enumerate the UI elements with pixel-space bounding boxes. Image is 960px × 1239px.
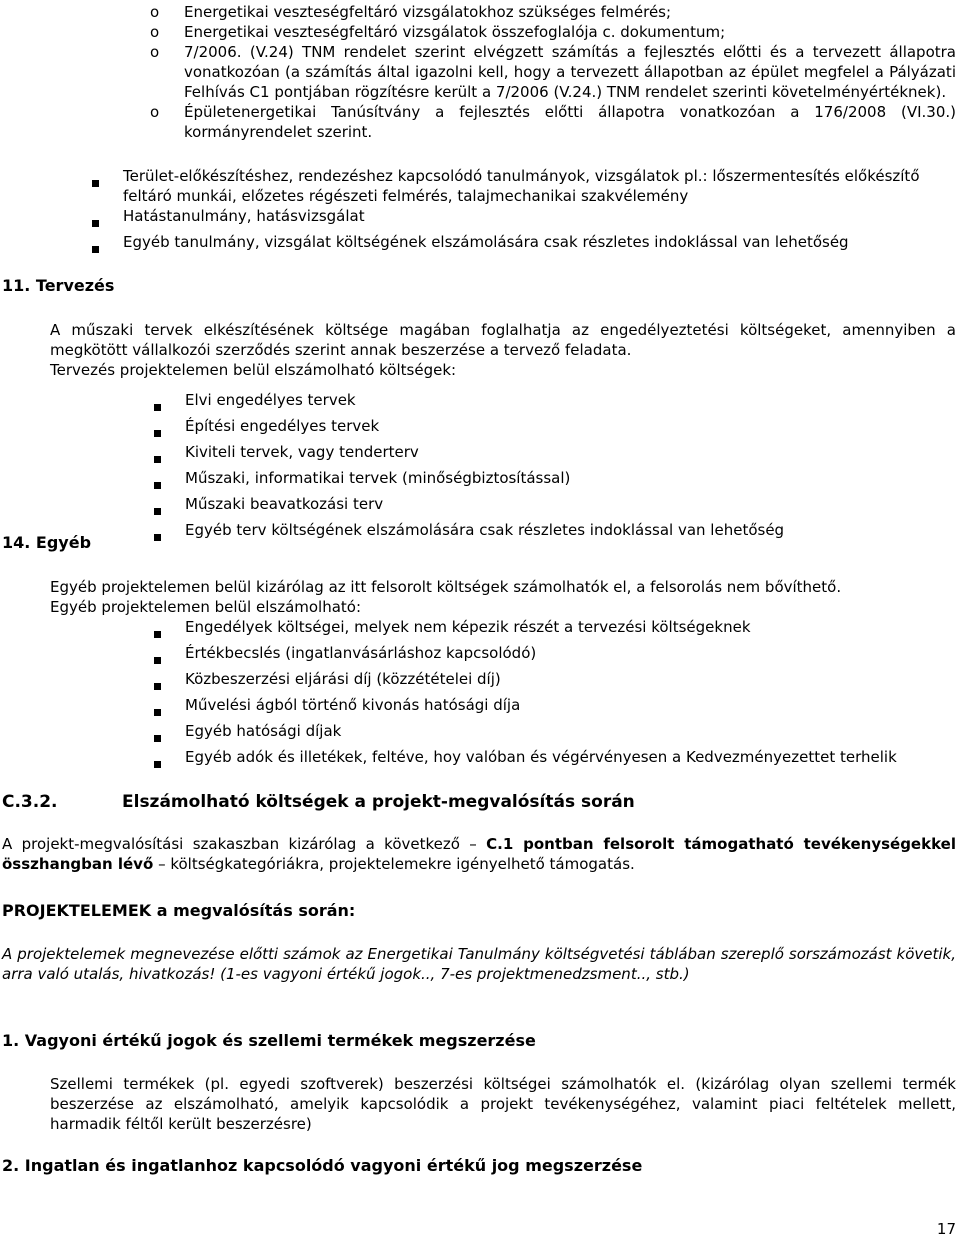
list-item: Építési engedélyes tervek bbox=[154, 416, 956, 442]
list-item: Közbeszerzési eljárási díj (közzétételei díj) bbox=[154, 669, 956, 695]
square-bullet-icon bbox=[92, 220, 99, 227]
square-bullet-icon bbox=[154, 709, 161, 716]
square-bullet-icon bbox=[154, 534, 161, 541]
list-item: Elvi engedélyes tervek bbox=[154, 390, 956, 416]
list-item: Hatástanulmány, hatásvizsgálat bbox=[92, 206, 956, 232]
section-title: Elszámolható költségek a projekt-megvalósítás során bbox=[122, 792, 635, 812]
list-item: Művelési ágból történő kivonás hatósági díja bbox=[154, 695, 956, 721]
egyeb-cost-list bbox=[154, 617, 956, 773]
section-number: C.3.2. bbox=[2, 792, 58, 812]
heading-tervezes: 11. Tervezés bbox=[2, 276, 115, 295]
square-bullet-icon bbox=[154, 761, 161, 768]
list-item: Műszaki beavatkozási terv bbox=[154, 494, 956, 520]
intro-paragraph: A projekt-megvalósítási szakaszban kizárólag a következő – C.1 pontban felsorolt támogatható tevékenységekkel összhangban lévő – költségkategóriákra, projektelemekre igényelhető támogatás. bbox=[2, 835, 956, 873]
list-item: Terület-előkészítéshez, rendezéshez kapcsolódó tanulmányok, vizsgálatok pl.: lőszermentesítés előkészítő feltáró munkái, előzetes régészeti felmérés, talajmechanikai szakvélemény bbox=[92, 166, 956, 206]
square-bullet-icon bbox=[154, 430, 161, 437]
tervezes-cost-list bbox=[154, 390, 956, 546]
bullet-marker: o bbox=[150, 43, 160, 61]
list-item: Értékbecslés (ingatlanvásárláshoz kapcsolódó) bbox=[154, 643, 956, 669]
bullet-marker: o bbox=[150, 3, 160, 21]
page-number: 17 bbox=[936, 1220, 956, 1238]
list-item: Egyéb tanulmány, vizsgálat költségének elszámolására csak részletes indoklással van lehetőség bbox=[92, 232, 956, 258]
list-item: Engedélyek költségei, melyek nem képezik részét a tervezési költségeknek bbox=[154, 617, 956, 643]
square-bullet-icon bbox=[154, 631, 161, 638]
top-bullet-list bbox=[150, 2, 956, 142]
list-item: o Épületenergetikai Tanúsítvány a fejlesztés előtti állapotra vonatkozóan a 176/2008 (VI.30.) kormányrendelet szerint. bbox=[150, 103, 956, 141]
square-bullet-icon bbox=[154, 508, 161, 515]
heading-egyeb: 14. Egyéb bbox=[2, 533, 92, 552]
subsection-2-heading: 2. Ingatlan és ingatlanhoz kapcsolódó vagyoni értékű jog megszerzése bbox=[2, 1156, 643, 1175]
square-bullet-icon bbox=[154, 456, 161, 463]
subsection-1-paragraph: Szellemi termékek (pl. egyedi szoftverek) beszerzési költségei számolhatók el. (kizárólag olyan szellemi termék beszerzése az elszámolható, amelyik kapcsolódik a projekt tevékenységéhez, valamint piaci feltételek mellett, harmadik féltől került beszerzésre) bbox=[50, 1075, 956, 1133]
square-bullet-icon bbox=[154, 657, 161, 664]
square-bullet-icon bbox=[92, 246, 99, 253]
tervezes-list-intro: Tervezés projektelemen belül elszámolható költségek: bbox=[50, 361, 457, 379]
egyeb-paragraph: Egyéb projektelemen belül kizárólag az itt felsorolt költségek számolhatók el, a felsorolás nem bővíthető. bbox=[50, 578, 842, 596]
bullet-marker: o bbox=[150, 23, 160, 41]
egyeb-list-intro: Egyéb projektelemen belül elszámolható: bbox=[50, 598, 362, 616]
square-bullet-icon bbox=[92, 180, 99, 187]
square-bullet-icon bbox=[154, 683, 161, 690]
list-item: Műszaki, informatikai tervek (minőségbiztosítással) bbox=[154, 468, 956, 494]
list-item: Egyéb hatósági díjak bbox=[154, 721, 956, 747]
study-cost-list bbox=[92, 166, 956, 258]
square-bullet-icon bbox=[154, 404, 161, 411]
subsection-1-heading: 1. Vagyoni értékű jogok és szellemi termékek megszerzése bbox=[2, 1031, 536, 1050]
list-item: Egyéb terv költségének elszámolására csak részletes indoklással van lehetőség bbox=[154, 520, 956, 546]
list-item: o 7/2006. (V.24) TNM rendelet szerint elvégzett számítás a fejlesztés előtti és a tervezett állapotra vonatkozóan (a számítás által igazolni kell, hogy a tervezett állapotban az épület megfelel a Pályázati Felhívás C1 pontjában rögzítésre került a 7/2006 (V.24.) TNM rendelet szerinti követelményértéknek). bbox=[150, 43, 956, 101]
list-item: o Energetikai veszteségfeltáró vizsgálatok összefoglalója c. dokumentum; bbox=[150, 23, 726, 41]
bullet-marker: o bbox=[150, 103, 160, 121]
projektelemek-heading: PROJEKTELEMEK a megvalósítás során: bbox=[2, 901, 356, 920]
list-item: Egyéb adók és illetékek, feltéve, hoy valóban és végérvényesen a Kedvezményezettet terhelik bbox=[154, 747, 956, 773]
projektelemek-note: A projektelemek megnevezése előtti számok az Energetikai Tanulmány költségvetési táblában szereplő sorszámozást követik, arra való utalás, hivatkozás! (1-es vagyoni értékű jogok.., 7-es projektmenedzsment.., stb.) bbox=[2, 945, 956, 983]
list-item: o Energetikai veszteségfeltáró vizsgálatokhoz szükséges felmérés; bbox=[150, 3, 672, 21]
tervezes-paragraph: A műszaki tervek elkészítésének költsége magában foglalhatja az engedélyeztetési költségeket, amennyiben a megkötött vállalkozói szerződés szerint annak beszerzése a tervező feladata. bbox=[50, 321, 956, 359]
square-bullet-icon bbox=[154, 482, 161, 489]
square-bullet-icon bbox=[154, 735, 161, 742]
list-item: Kiviteli tervek, vagy tenderterv bbox=[154, 442, 956, 468]
